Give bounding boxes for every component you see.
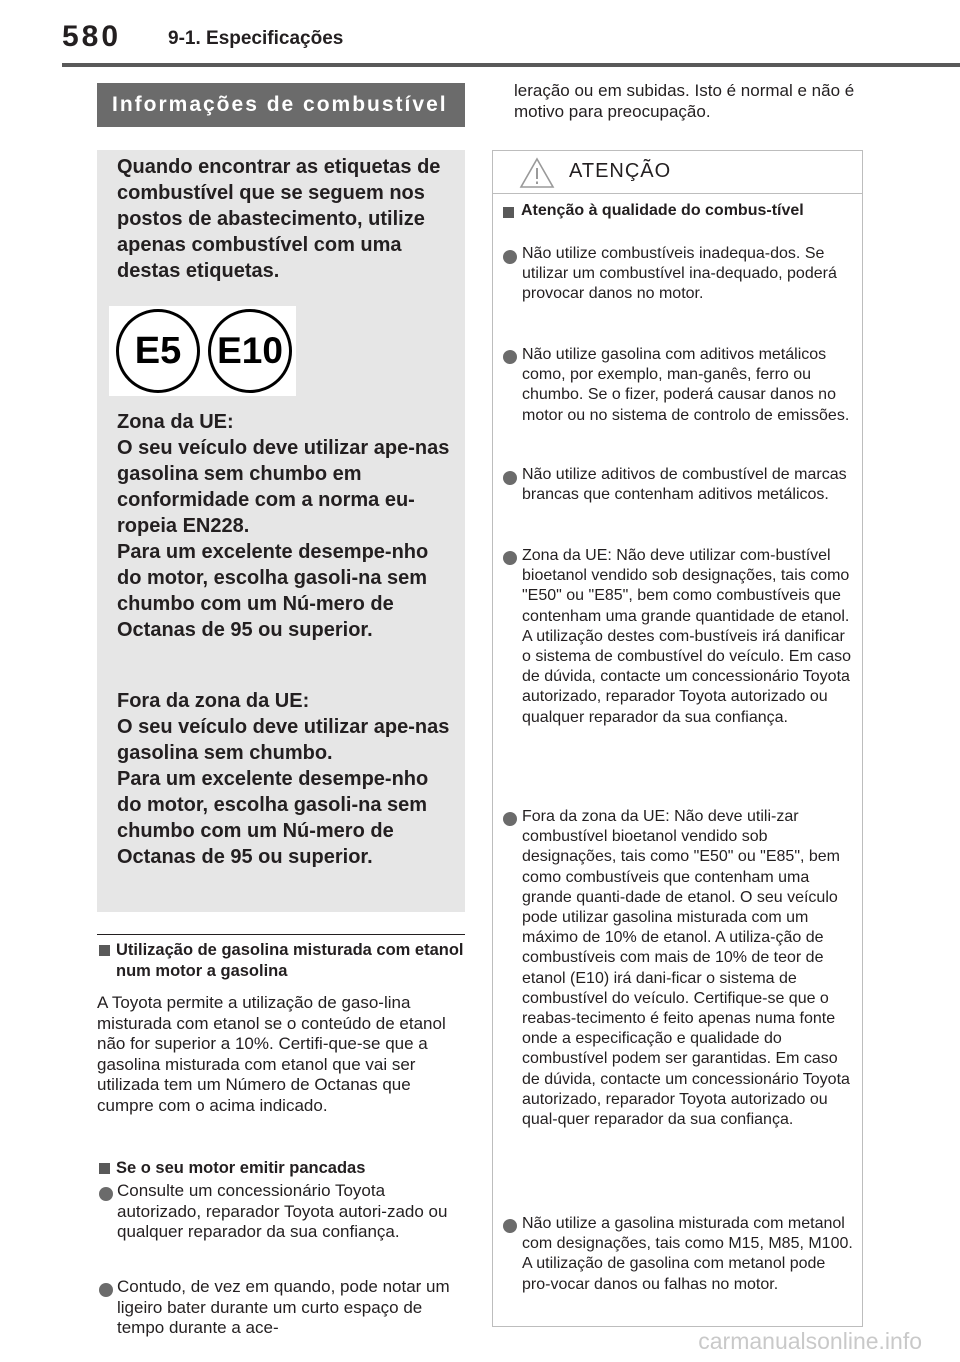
warning-box — [492, 150, 863, 1327]
section-title: Informações de combustível — [97, 83, 465, 127]
continuation-text: leração ou em subidas. Isto é normal e não é motivo para preocupação. — [514, 81, 855, 121]
header-rule — [62, 63, 960, 67]
ethanol-heading: Utilização de gasolina misturada com etanol num motor a gasolina — [116, 941, 464, 980]
e10-label-icon: E10 — [208, 309, 292, 393]
round-bullet-icon — [503, 350, 517, 364]
warning-bullet-5: Fora da zona da UE: Não deve utili-zar combustível bioetanol vendido sob designações, tais como "E50" ou "E85", bem como combustíveis que contenham uma grande quanti-dade de etanol. O seu veículo pode utilizar gasolina misturada com um máximo de 10% de etanol. A utiliza-ção de combustíveis com mais de 10% de teor de etanol (E10) irá dani-ficar o sistema de combustível do veículo. Certifique-se que o reabas-tecimento é feito apenas numa fonte onde a especificação e qualidade do combustível podem ser garantidas. Em caso de dúvida, contacte um concessionário Toyota autorizado, reparador Toyota autorizado ou qual-quer reparador da sua confiança. — [522, 808, 850, 1129]
round-bullet-icon — [503, 551, 517, 565]
eu-zone-text: Zona da UE: O seu veículo deve utilizar ape-nas gasolina sem chumbo em conformidade com a norma eu-ropeia EN228. Para um excelente desempe-nho do motor, escolha gasoli-na sem chumbo com um Nú-mero de Octanas de 95 ou superior. — [117, 411, 450, 641]
e5-label-icon: E5 — [116, 309, 200, 393]
fuel-label-box — [97, 150, 465, 912]
fuel-box-intro: Quando encontrar as etiquetas de combustível que se seguem nos postos de abastecimento, utilize apenas combustível com uma destas etiquetas. — [117, 156, 441, 282]
round-bullet-icon — [503, 471, 517, 485]
warning-bullet-6: Não utilize a gasolina misturada com metanol com designações, tais como M15, M85, M100. A utilização de gasolina com metanol pode pro-vocar danos ou falhas no motor. — [522, 1215, 853, 1293]
knock-heading: Se o seu motor emitir pancadas — [116, 1159, 366, 1177]
square-bullet-icon — [503, 207, 514, 218]
square-bullet-icon — [99, 1163, 110, 1174]
round-bullet-icon — [503, 812, 517, 826]
warning-header — [493, 151, 862, 194]
chapter-title: 9-1. Especificações — [168, 28, 344, 49]
warning-title: ATENÇÃO — [569, 160, 672, 182]
ethanol-body: A Toyota permite a utilização de gaso-lina misturada com etanol se o conteúdo de etanol não for superior a 10%. Certifi-que-se que a gasolina misturada com etanol que vai ser utilizada tem um Número de Octanas que cumpre com o acima indicado. — [97, 993, 446, 1115]
non-eu-zone-text: Fora da zona da UE: O seu veículo deve utilizar ape-nas gasolina sem chumbo. Para um excelente desempe-nho do motor, escolha gasoli-na sem chumbo com um Nú-mero de Octanas de 95 ou superior. — [117, 690, 450, 868]
watermark: carmanualsonline.info — [698, 1328, 922, 1354]
warning-bullet-1: Não utilize combustíveis inadequa-dos. Se utilizar um combustível ina-dequado, poderá provocar danos no motor. — [522, 245, 837, 303]
page-number: 580 — [62, 20, 122, 53]
warning-bullet-2: Não utilize gasolina com aditivos metálicos como, por exemplo, man-ganês, ferro ou chumbo. Se o fizer, poderá causar danos no motor ou no sistema de controlo de emissões. — [522, 346, 850, 424]
round-bullet-icon — [503, 1219, 517, 1233]
warning-bullet-3: Não utilize aditivos de combustível de marcas brancas que contenham aditivos metálicos. — [522, 466, 847, 504]
section-divider — [97, 934, 465, 935]
round-bullet-icon — [99, 1187, 113, 1201]
fuel-labels — [109, 306, 296, 396]
round-bullet-icon — [503, 250, 517, 264]
knock-bullet-1: Consulte um concessionário Toyota autorizado, reparador Toyota autori-zado ou qualquer reparador da sua confiança. — [117, 1181, 448, 1241]
square-bullet-icon — [99, 945, 110, 956]
warning-bullet-4: Zona da UE: Não deve utilizar com-bustível bioetanol vendido sob designações, tais como "E50" ou "E85", bem como combustíveis que contenham uma grande quantidade de etanol. A utilização destes com-bustíveis irá danificar o sistema de combustível do veículo. Em caso de dúvida, contacte um concessionário Toyota autorizado, reparador Toyota autorizado ou qualquer reparador da sua confiança. — [522, 547, 852, 726]
warning-heading: Atenção à qualidade do combus-tível — [521, 202, 804, 219]
warning-triangle-icon — [519, 157, 555, 189]
round-bullet-icon — [99, 1283, 113, 1297]
knock-bullet-2: Contudo, de vez em quando, pode notar um ligeiro bater durante um curto espaço de tempo durante a ace- — [117, 1277, 450, 1337]
